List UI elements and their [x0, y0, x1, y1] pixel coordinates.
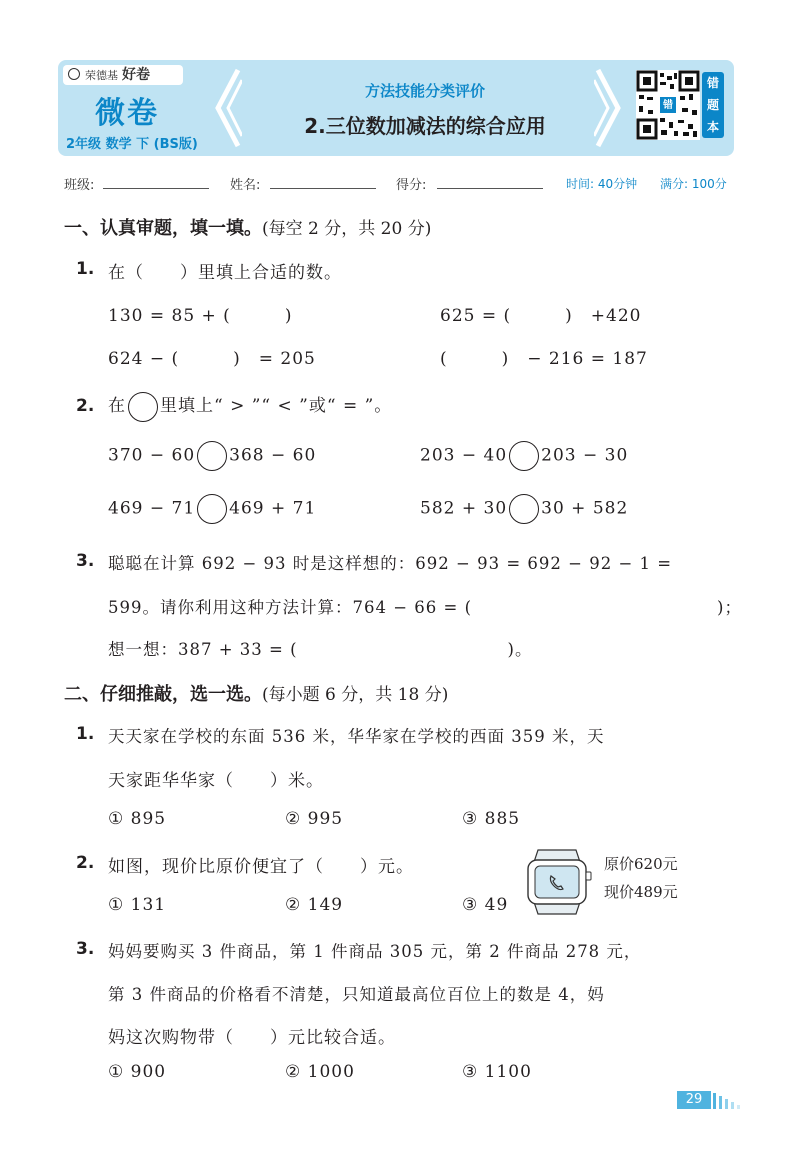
comparison-row — [420, 441, 628, 471]
brand-mark: 好卷 — [122, 67, 150, 83]
question-text-part: 里填上“ > ”“ < ”或“ = ”。 — [160, 396, 393, 416]
equation: 625 = ( ) +420 — [440, 306, 642, 326]
wrong-book-char: 题 — [706, 98, 719, 112]
expression: 368 − 60 — [229, 445, 317, 466]
question-text: 在（ ）里填上合适的数。 — [108, 263, 342, 283]
question-text: 第 3 件商品的价格看不清楚，只知道最高位百位上的数是 4，妈 — [108, 985, 605, 1004]
question-number: 2. — [76, 396, 95, 416]
option[interactable]: ② 149 — [285, 895, 344, 915]
qr-badge: 错 — [663, 100, 673, 111]
answer-circle[interactable] — [197, 494, 227, 524]
equation: 130 = 85 + ( ) — [108, 306, 293, 326]
wrong-book-char: 错 — [706, 76, 719, 90]
name-field[interactable] — [270, 188, 376, 189]
chevron-right-icon — [594, 66, 624, 150]
answer-circle[interactable] — [509, 441, 539, 471]
compare-circle — [128, 392, 158, 422]
question-text-part: 在 — [108, 396, 126, 416]
comparison-row — [420, 494, 628, 524]
section-1-heading: 一、认真审题，填一填。 — [64, 218, 262, 239]
question-number: 1. — [76, 724, 95, 744]
expression: 203 − 40 — [420, 445, 508, 466]
brand-icon — [68, 68, 80, 80]
section-2-title — [64, 680, 448, 706]
option[interactable]: ③ 49 — [462, 895, 509, 915]
question-text: 想一想：387 + 33 = ( )。 — [108, 640, 533, 659]
expression: 370 − 60 — [108, 445, 196, 466]
question-text: 聪聪在计算 692 − 93 时是这样想的：692 − 93 = 692 − 92 − 1 = — [108, 554, 673, 573]
option[interactable]: ② 1000 — [285, 1062, 355, 1082]
lesson-title: 2.三位数加减法的综合应用 — [304, 114, 546, 138]
smartwatch-icon — [520, 846, 600, 918]
equation: 624 − ( ) = 205 — [108, 349, 316, 369]
wrong-book-char: 本 — [706, 120, 719, 134]
original-price: 原价620元 — [604, 855, 678, 873]
question-text: 天天家在学校的东面 536 米，华华家在学校的西面 359 米，天 — [108, 727, 605, 746]
class-label: 班级: — [64, 178, 95, 193]
question-text: 妈这次购物带（ ）元比较合适。 — [108, 1028, 396, 1048]
class-field[interactable] — [103, 188, 209, 189]
main-title: 微卷 — [95, 96, 159, 131]
section-1-note: (每空 2 分，共 20 分) — [262, 219, 432, 239]
score-label: 得分: — [396, 178, 427, 193]
name-label: 姓名: — [230, 178, 261, 193]
brand-logo — [63, 65, 183, 85]
price-info — [604, 850, 678, 906]
grade-label: 2年级 数学 下 (BS版) — [66, 137, 198, 152]
comparison-row — [108, 441, 316, 471]
page-number: 29 — [677, 1091, 711, 1109]
option[interactable]: ③ 885 — [462, 809, 521, 829]
question-number: 3. — [76, 551, 95, 571]
expression: 30 + 582 — [541, 498, 629, 519]
expression: 469 − 71 — [108, 498, 196, 519]
time-limit: 时间: 40分钟 — [566, 177, 638, 191]
current-price: 现价489元 — [604, 883, 678, 901]
question-number: 3. — [76, 939, 95, 959]
full-score: 满分: 100分 — [660, 177, 727, 191]
expression: 203 − 30 — [541, 445, 629, 466]
question-text: 天家距华华家（ ）米。 — [108, 771, 324, 791]
category-label: 方法技能分类评价 — [364, 82, 485, 100]
question-number: 2. — [76, 853, 95, 873]
expression: 582 + 30 — [420, 498, 508, 519]
score-field[interactable] — [437, 188, 543, 189]
question-text — [108, 391, 392, 422]
comparison-row — [108, 494, 316, 524]
option[interactable]: ② 995 — [285, 809, 344, 829]
question-number: 1. — [76, 259, 95, 279]
chevron-left-icon — [212, 66, 242, 150]
question-text: 妈妈要购买 3 件商品，第 1 件商品 305 元，第 2 件商品 278 元， — [108, 942, 642, 961]
wrong-book-badge[interactable] — [702, 72, 724, 138]
question-text: 如图，现价比原价便宜了（ ）元。 — [108, 857, 414, 877]
section-2-note: (每小题 6 分，共 18 分) — [262, 685, 449, 705]
section-2-heading: 二、仔细推敲，选一选。 — [64, 684, 262, 705]
option[interactable]: ③ 1100 — [462, 1062, 532, 1082]
option[interactable]: ① 900 — [108, 1062, 167, 1082]
option[interactable]: ① 131 — [108, 895, 167, 915]
option[interactable]: ① 895 — [108, 809, 167, 829]
answer-circle[interactable] — [509, 494, 539, 524]
equation: ( ) − 216 = 187 — [440, 349, 648, 369]
expression: 469 + 71 — [229, 498, 317, 519]
bars-decoration-icon — [712, 1093, 742, 1109]
question-text: 599。请你利用这种方法计算：764 − 66 = ( )； — [108, 598, 742, 617]
section-1-title — [64, 214, 431, 240]
brand-name: 荣德基 — [85, 69, 118, 82]
answer-circle[interactable] — [197, 441, 227, 471]
